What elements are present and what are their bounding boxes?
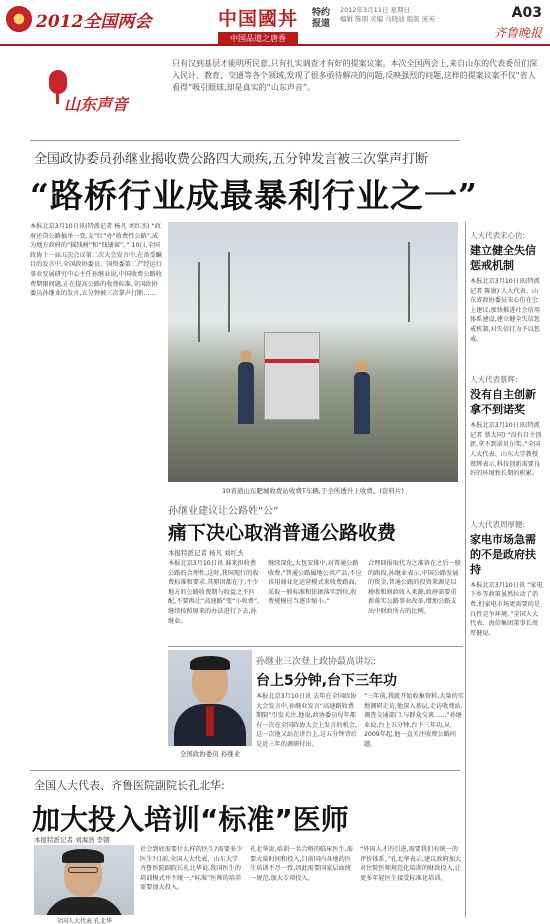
special-report-label: 特约报道 — [312, 8, 331, 29]
sidebar-item-tag: 人大代表蔡辉: — [470, 375, 518, 385]
sub1-kicker: 孙继业建议让公路姓“公” — [168, 506, 279, 517]
bottom-headline: 加大投入培训“标准”医师 — [32, 803, 349, 836]
bottom-byline: 本报特派记者 刘海浩 李钢 — [34, 836, 110, 844]
divider — [168, 646, 463, 647]
sub1-body — [168, 559, 463, 626]
column-title: 山东声音 — [64, 95, 129, 114]
bottom-column-2: 孔北华说,培训一名合格的临床医生,需要大量时间和投入,目前国内各地的医生培训不尽一致,因此需要国家层面统一规范,加大专项投入。 — [250, 846, 353, 882]
kong-beihua-portrait — [34, 845, 134, 915]
sidebar-item-title: 家电市场急需的不是政府扶持 — [470, 532, 536, 576]
sub2-headline: 台上5分钟,台下三年功 — [256, 673, 398, 689]
sub2-column-1: 本报北京3月10日讯 去年在全国政协大会发言中,孙继业发言“高速路收费期限”引发关注,他说,政协委员每年都有一次在全国政协大会上发言的机会,这一次他又站在讲台上,这五分钟背后是近三年的调研付出。 — [256, 693, 357, 748]
main-headline: “路桥行业成最暴利行业之一” — [30, 176, 478, 215]
sub1-column-1: 本报北京3月10日讯 谁来担收费公路的合理性,这时,我国现行的收费标准和要求,其原因都在于,不少地方的公路收费期与收益之不匹配,不要再让“高速路”变“小收费”,继续按照原来的办法进行下去,孙继业。 — [168, 560, 260, 625]
section-year-label: 2012全国两会 — [36, 11, 152, 32]
divider — [30, 770, 460, 771]
sub2-body — [256, 692, 466, 750]
masthead-subtitle: 中国品道之唐香 — [218, 32, 298, 45]
issue-date: 2012年3月11日 星期日 — [340, 6, 411, 14]
sidebar-item-title: 没有自主创新拿不到诺奖 — [470, 388, 536, 417]
sidebar-item — [470, 230, 544, 344]
sidebar-item-text: 本报北京3月10日讯(特派记者 陈康) 人大代表、山东省政协委员宋心仿在会上建议,加快推进社会信用体系建设,建立健全失信惩戒机制,对失信行为予以惩戒。 — [470, 278, 541, 343]
portrait-caption: 全国政协委员 孙继业 — [179, 750, 241, 758]
sub1-headline: 痛下决心取消普通公路收费 — [168, 522, 397, 544]
column-intro: 只有汉到基层才能明所民意,只有扎实调查才有好的提案议案。本次全国两会上,来自山东的代表委员们深入民计、教育、交通等各个领域,发现了很多亟待解决的问题,反映强烈的问题,这样的提案议案不仅“省人看得”吸引眼球,却是真实的“山东声音”。 — [172, 59, 538, 92]
page-header — [0, 0, 550, 46]
issue-meta — [340, 6, 460, 24]
sidebar — [470, 222, 544, 638]
bottom-kicker: 全国人大代表、齐鲁医院副院长孔北华: — [34, 779, 225, 792]
national-emblem-icon — [6, 6, 32, 32]
sub2-column-2: “三年前,我就开始收集资料,大量的实地调研走访,他深入基层,走访收费站,调查交通部门,与群众交谈……”孙继业说,台上五分钟,台下三年功,从2009年起,他一直关注收费公路问题。 — [364, 693, 464, 748]
person-figure — [354, 372, 370, 434]
main-kicker: 全国政协委员孙继业揭收费公路四大顽疾,五分钟发言被三次掌声打断 — [34, 152, 429, 167]
masthead-title: 中国國丼 — [218, 8, 299, 30]
toll-booth-shape — [264, 332, 320, 420]
masthead — [218, 4, 298, 45]
bottom-column-3: “外国人才的引进,需要我们有统一的评价体系。”孔北华表示,建议政府加大对住院医师规范化培训的财政投入,让更多年轻医生接受标准化培训。 — [360, 846, 462, 882]
sidebar-divider — [465, 222, 466, 917]
bottom-photo-caption: 全国人大代表 孔北华 — [56, 918, 112, 924]
sub1-column-2: 继续深化,大包安排中,对普通公路收费,“普通公路属地公共产品,不应该用商业化运营模式来收费路面,采取一般标准和依据落实到位,收费规模应当逐步缩小。” — [268, 560, 362, 606]
page-number: A03 — [511, 5, 542, 21]
toll-station-photo — [168, 222, 458, 482]
sidebar-item-tag: 人大代表周厚健: — [470, 519, 526, 529]
main-article-text: 本报北京3月10日讯(特派记者 杨凡 刘红杰) “政府还贷公路搞单一变,支“红”办“收费性公路”,成为地方政府的“摇钱树”和“钱铺窗”。” 10日,全国政协十一届五次会议第二次大会发言中,在备受瞩目的发言中,全国政协委员、国资委第二产经运行事业发展研究中心主任孙继业说,中国收费公路收费期限问题,正在提高公路的收费标准,全国政协委员孙继业的发言,五分钟被三次掌声打断…… — [30, 223, 162, 298]
sidebar-item-text: 本报北京3月10日讯 “家电下乡等政策虽然拉动了消费,但家电市场更需要的是良性竞争环境。”全国人大代表、海信集团董事长周厚健说。 — [470, 581, 543, 637]
sub2-kicker: 孙继业三次登上政协最高讲坛: — [256, 657, 377, 667]
sidebar-item-tag: 人大代表宋心仿: — [470, 231, 526, 240]
sidebar-item-text: 本报北京3月10日讯(特派记者 蔡大同) “没有自主创新,拿不到诺贝尔奖。”全国人大代表、山东大学教授蔡辉表示,科技创新需要良好的环境和长期的积累。 — [470, 422, 542, 478]
section-logo — [6, 6, 151, 32]
sub1-column-3: 合理回报取代为之准备在之后一般的路段,孙继业表示,中国公路发展的资金,普通公路的投资来源是以税收和财政收入来源,政府需要重新落实公路事业改革,增加公路支出中财政所占的比例。 — [368, 560, 461, 615]
divider — [30, 140, 460, 141]
sidebar-item — [470, 374, 544, 479]
bottom-body — [140, 845, 465, 893]
sub1-byline: 本报特派记者 杨凡 刘红杰 — [168, 549, 244, 557]
editor-credits: 编辑 陈朋 美编 马晓迪 组版 庞英 — [340, 15, 435, 23]
sidebar-item — [470, 519, 544, 639]
sun-jiye-portrait — [168, 650, 252, 746]
photo-caption: 10省道山东肥城收费站收费T车辆,于全所透升上收费。(资料片) — [222, 487, 404, 495]
brand-logo: 齐鲁晚报 — [493, 26, 542, 40]
person-figure — [238, 362, 254, 424]
column-banner — [6, 52, 540, 116]
sidebar-item-title: 建立健全失信惩戒机制 — [470, 244, 536, 272]
bottom-column-1: 社会到底需要什么样的医生?需要多少医生?日前,全国人大代表、山东大学齐鲁医院副院长孔北华说,我国医生的培训模式并不统一,“标准”医师的培养需要加大投入。 — [140, 846, 243, 892]
